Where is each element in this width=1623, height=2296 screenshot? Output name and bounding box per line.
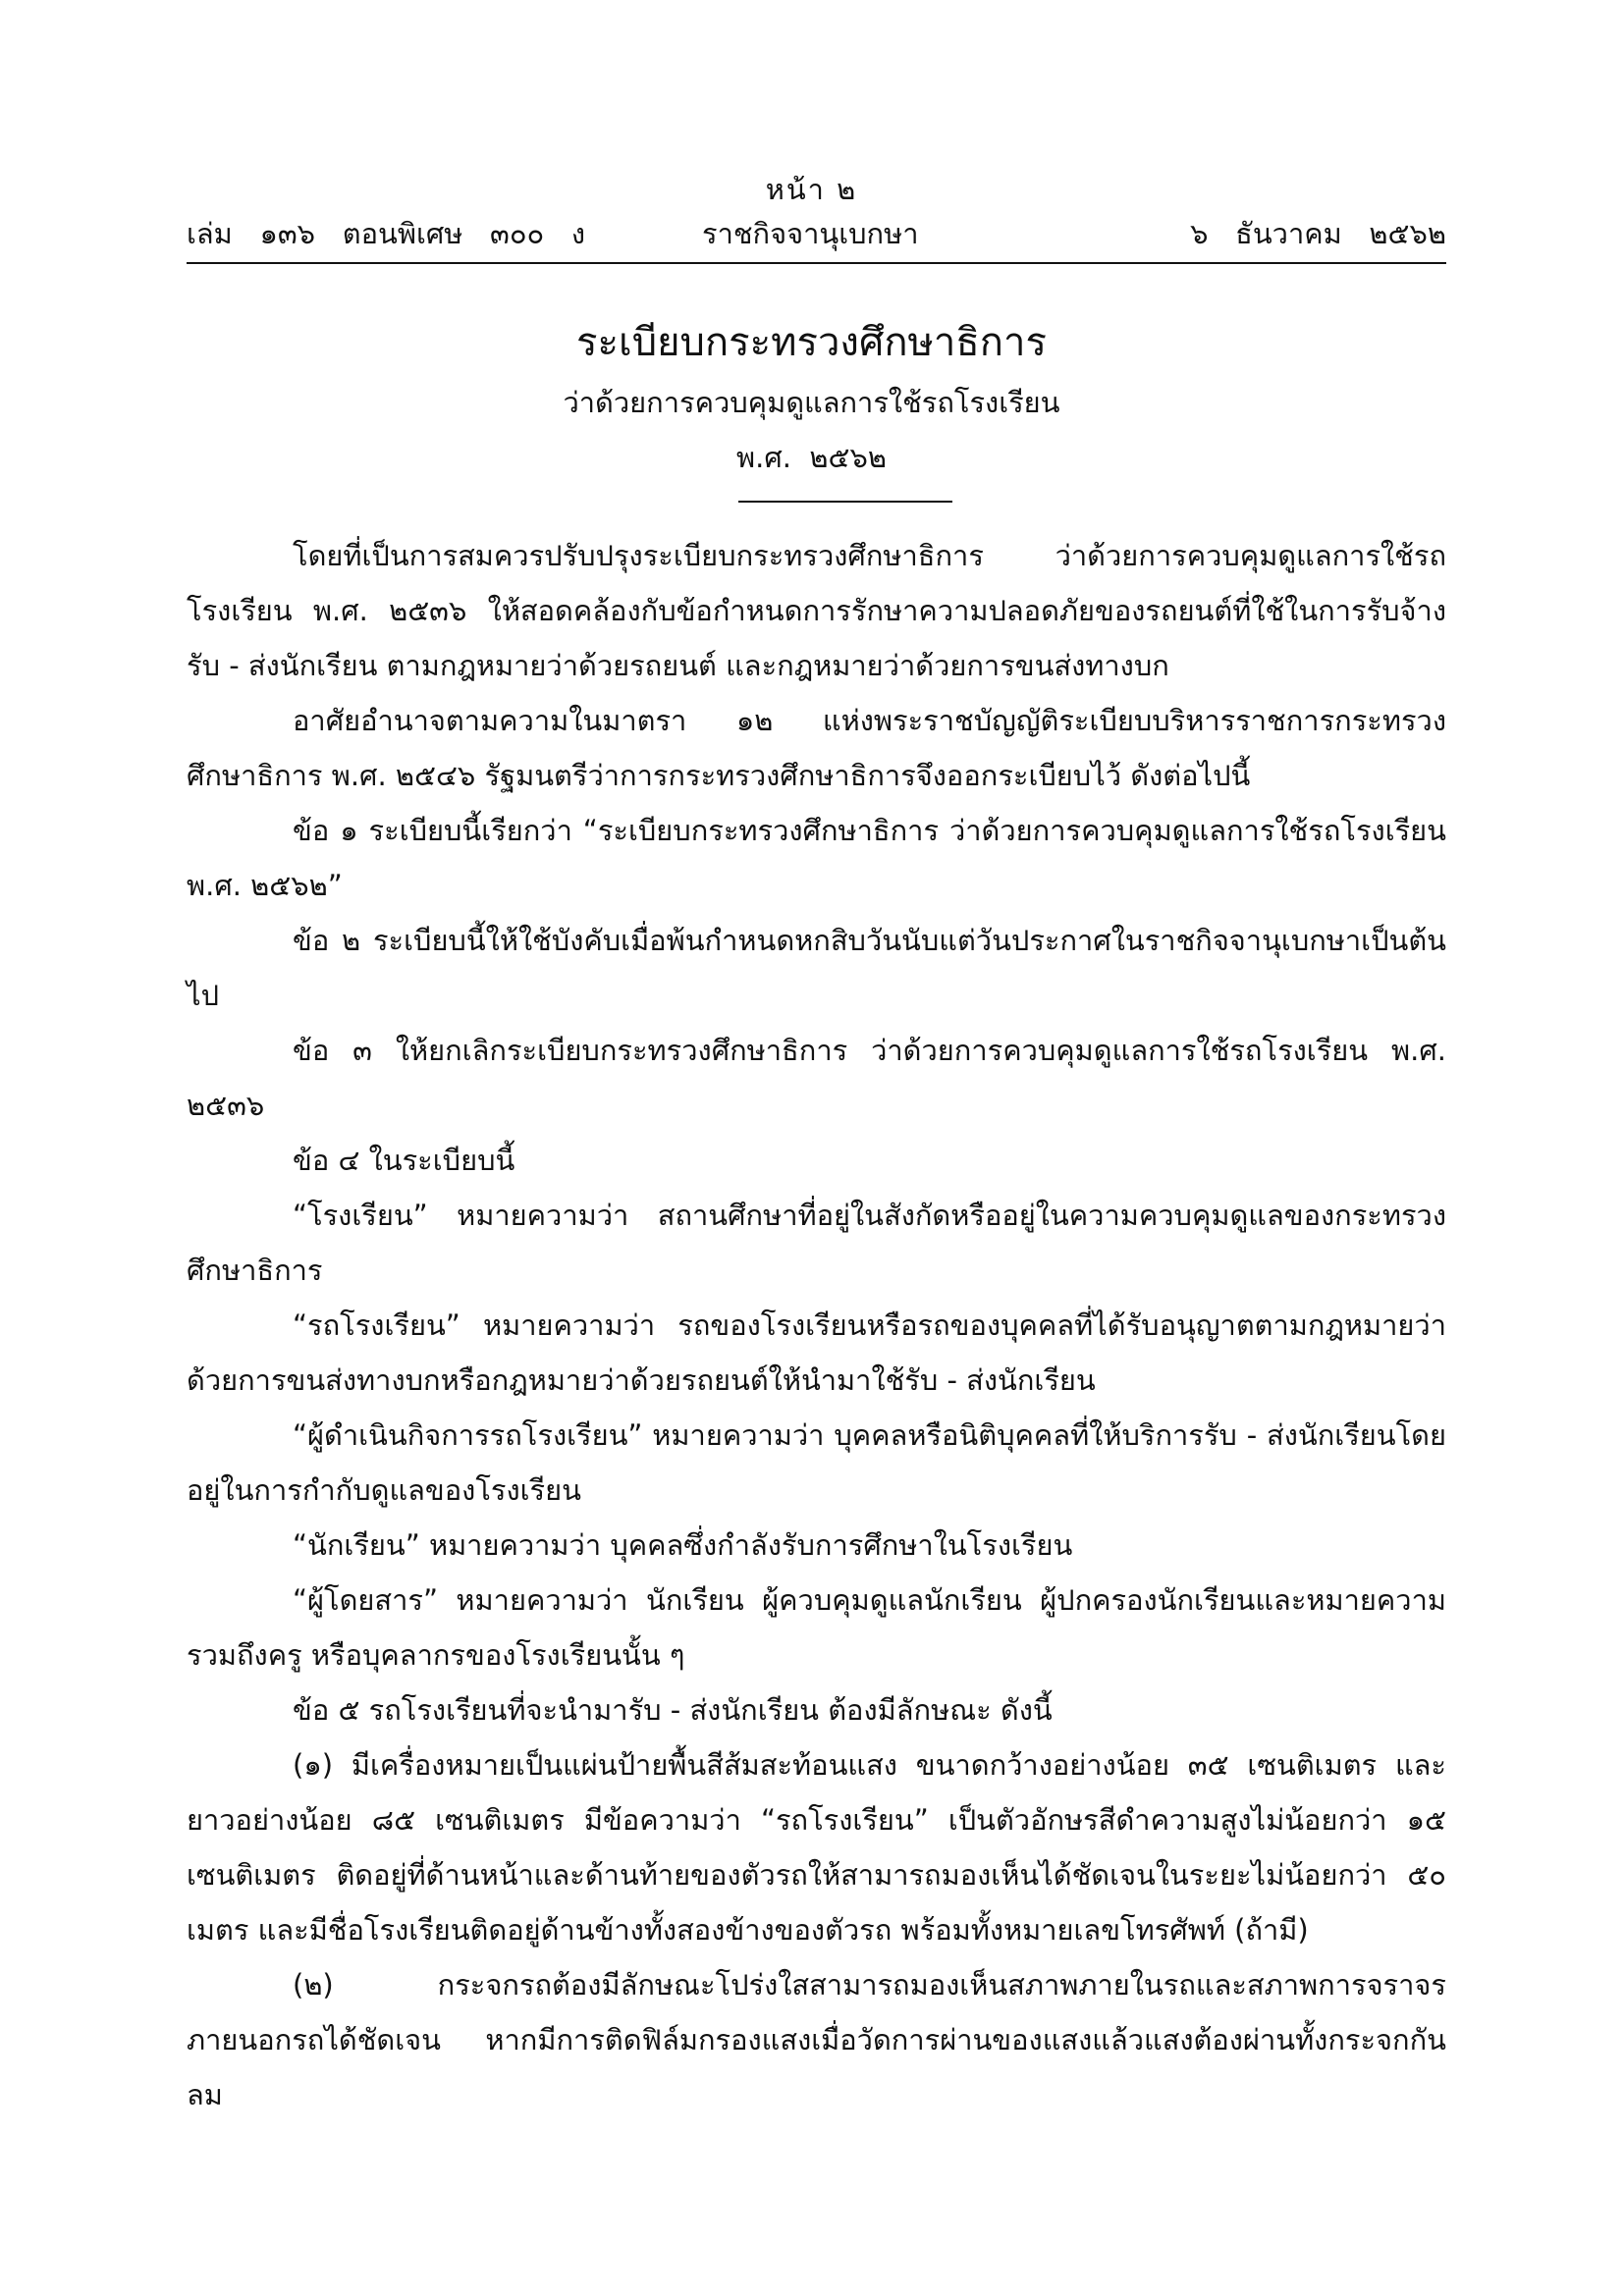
- gazette-header: [187, 211, 1446, 254]
- title-divider: [738, 501, 952, 503]
- clause-3: ข้อ ๓ ให้ยกเลิกระเบียบกระทรวงศึกษาธิการ ว่าด้วยการควบคุมดูแลการใช้รถโรงเรียน พ.ศ. ๒๕๓๖: [187, 1034, 1446, 1122]
- clause-4: ข้อ ๔ ในระเบียบนี้: [293, 1144, 515, 1177]
- document-subtitle: ว่าด้วยการควบคุมดูแลการใช้รถโรงเรียน: [563, 386, 1060, 419]
- page-number: หน้า ๒: [765, 173, 858, 206]
- definition-passenger: “ผู้โดยสาร” หมายความว่า นักเรียน ผู้ควบคุมดูแลนักเรียน ผู้ปกครองนักเรียนและหมายความรวมถึงครู หรือบุคลากรของโรงเรียนนั้น ๆ: [187, 1583, 1446, 1672]
- definition-school-bus: “รถโรงเรียน” หมายความว่า รถของโรงเรียนหรือรถของบุคคลที่ได้รับอนุญาตตามกฎหมายว่าด้วยการขนส่งทางบกหรือกฎหมายว่าด้วยรถยนต์ให้นำมาใช้รับ - ส่งนักเรียน: [187, 1308, 1446, 1397]
- document-year: พ.ศ. ๒๕๖๒: [736, 441, 887, 474]
- clause-5-item-2: (๒) กระจกรถต้องมีลักษณะโปร่งใสสามารถมองเห็นสภาพภายในรถและสภาพการจราจรภายนอกรถได้ชัดเจน หากมีการติดฟิล์มกรองแสงเมื่อวัดการผ่านของแสงแล้วแสงต้องผ่านทั้งกระจกกันลม: [187, 1968, 1446, 2111]
- clause-5: ข้อ ๕ รถโรงเรียนที่จะนำมารับ - ส่งนักเรียน ต้องมีลักษณะ ดังนี้: [293, 1693, 1053, 1727]
- gazette-date: ๖ ธันวาคม ๒๕๖๒: [1190, 217, 1446, 250]
- clause-1: ข้อ ๑ ระเบียบนี้เรียกว่า “ระเบียบกระทรวงศึกษาธิการ ว่าด้วยการควบคุมดูแลการใช้รถโรงเรียน พ.ศ. ๒๕๖๒”: [187, 814, 1446, 902]
- definition-operator: “ผู้ดำเนินกิจการรถโรงเรียน” หมายความว่า บุคคลหรือนิติบุคคลที่ให้บริการรับ - ส่งนักเรียนโดยอยู่ในการกำกับดูแลของโรงเรียน: [187, 1418, 1446, 1507]
- paragraph-preamble: โดยที่เป็นการสมควรปรับปรุงระเบียบกระทรวงศึกษาธิการ ว่าด้วยการควบคุมดูแลการใช้รถโรงเรียน พ.ศ. ๒๕๓๖ ให้สอดคล้องกับข้อกำหนดการรักษาความปลอดภัยของรถยนต์ที่ใช้ในการรับจ้าง รับ - ส่งนักเรียน ตามกฎหมายว่าด้วยรถยนต์ และกฎหมายว่าด้วยการขนส่งทางบก: [187, 539, 1446, 682]
- document-title: ระเบียบกระทรวงศึกษาธิการ: [576, 320, 1047, 365]
- header-divider: [187, 262, 1446, 264]
- clause-5-item-1: (๑) มีเครื่องหมายเป็นแผ่นป้ายพื้นสีส้มสะท้อนแสง ขนาดกว้างอย่างน้อย ๓๕ เซนติเมตร และยาวอย่างน้อย ๘๕ เซนติเมตร มีข้อความว่า “รถโรงเรียน” เป็นตัวอักษรสีดำความสูงไม่น้อยกว่า ๑๕ เซนติเมตร ติดอยู่ที่ด้านหน้าและด้านท้ายของตัวรถให้สามารถมองเห็นได้ชัดเจนในระยะไม่น้อยกว่า ๕๐ เมตร และมีชื่อโรงเรียนติดอยู่ด้านข้างทั้งสองข้างของตัวรถ พร้อมทั้งหมายเลขโทรศัพท์ (ถ้ามี): [187, 1748, 1446, 1947]
- definition-school: “โรงเรียน” หมายความว่า สถานศึกษาที่อยู่ในสังกัดหรืออยู่ในความควบคุมดูแลของกระทรวงศึกษาธิการ: [187, 1199, 1446, 1287]
- gazette-volume: เล่ม ๑๓๖ ตอนพิเศษ ๓๐๐ ง: [187, 217, 586, 250]
- definition-student: “นักเรียน” หมายความว่า บุคคลซึ่งกำลังรับการศึกษาในโรงเรียน: [293, 1528, 1073, 1562]
- document-body: [187, 528, 1446, 2122]
- clause-2: ข้อ ๒ ระเบียบนี้ให้ใช้บังคับเมื่อพ้นกำหนดหกสิบวันนับแต่วันประกาศในราชกิจจานุเบกษาเป็นต้นไป: [187, 924, 1446, 1012]
- paragraph-authority: อาศัยอำนาจตามความในมาตรา ๑๒ แห่งพระราชบัญญัติระเบียบบริหารราชการกระทรวงศึกษาธิการ พ.ศ. ๒๕๔๖ รัฐมนตรีว่าการกระทรวงศึกษาธิการจึงออกระเบียบไว้ ดังต่อไปนี้: [187, 704, 1446, 792]
- gazette-name: ราชกิจจานุเบกษา: [702, 217, 919, 250]
